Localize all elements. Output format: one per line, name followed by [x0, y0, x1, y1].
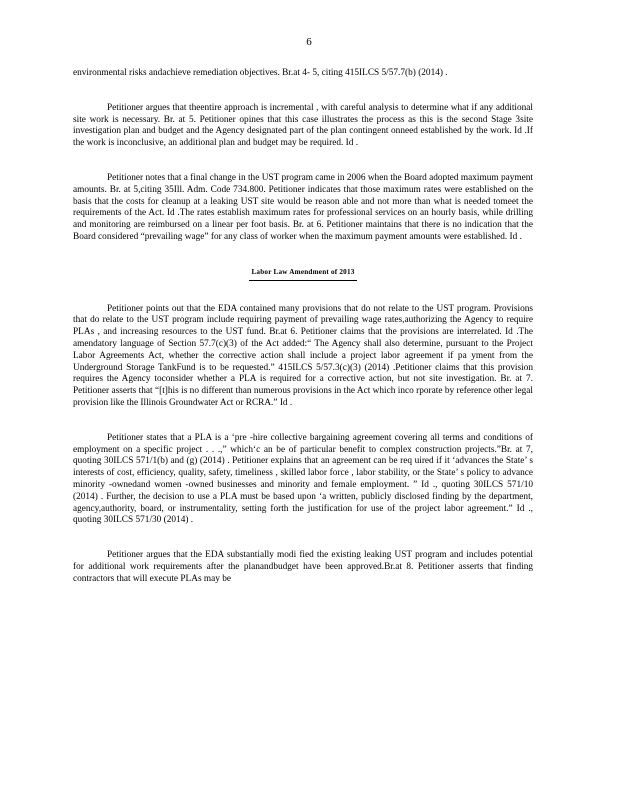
page-number: 6 [306, 36, 312, 48]
paragraph-gap [73, 150, 533, 173]
paragraph-gap [73, 80, 533, 103]
paragraph-incremental-approach: Petitioner argues that theentire approach is incremental , with careful analysis to determine what if any additional site work is necessary. Br. at 5. Petitioner opines that this case illustrates the process as this is the second Stage 3site investigation plan and budget and the Agency designated part of the plan contingent onneed established by the work. Id .If the work is inconclusive, an additional plan and budget may be required. Id . [73, 102, 533, 149]
paragraph-gap [73, 527, 533, 550]
paragraph-gap [73, 244, 533, 267]
section-heading: Labor Law Amendment of 2013 [249, 267, 356, 281]
section-heading-wrap [73, 267, 533, 281]
paragraph-maximum-payment: Petitioner notes that a final change in the UST program came in 2006 when the Board adopted maximum payment amounts. Br. at 5,citing 35Ill. Adm. Code 734.800. Petitioner indicates that those maximum rates were established on the basis that the costs for cleanup at a leaking UST site would be reason able and not more than what is needed tomeet the requirements of the Act. Id .The rates establish maximum rates for professional services on an hourly basis, while drilling and monitoring are reimbursed on a linear per foot basis. Br. at 6. Petitioner maintains that there is no indication that the Board considered “prevailing wage” for any class of worker when the maximum payment amounts were established. Id . [73, 172, 533, 242]
paragraph-eda-modified: Petitioner argues that the EDA substantially modi fied the existing leaking UST program and includes potential for additional work requirements after the planandbudget have been approved.Br.at 8. Petitioner asserts that finding contractors that will execute PLAs may be [73, 550, 533, 584]
paragraph-gap [73, 281, 533, 304]
paragraph-continuation: environmental risks andachieve remediation objectives. Br.at 4- 5, citing 415ILCS 5/57.7(b) (2014) . [73, 68, 448, 78]
paragraph-gap [73, 410, 533, 433]
document-body [73, 68, 533, 586]
paragraph-pla-definition: Petitioner states that a PLA is a ‘pre -hire collective bargaining agreement covering all terms and conditions of employment on a specific project . . .,” which‘c an be of particular benefit to complex construction projects.”Br. at 7, quoting 30ILCS 571/1(b) and (g) (2014) . Petitioner explains that an agreement can be req uired if it ‘advances the State’ s interests of cost, efficiency, quality, safety, timeliness , skilled labor force , labor stability, or the State’ s policy to advance minority -ownedand women -owned businesses and minority and female employment. ” Id ., quoting 30ILCS 571/10 (2014) . Further, the decision to use a PLA must be based upon ‘a written, publicly disclosed finding by the department, agency,authority, board, or instrumentality, setting forth the justification for use of the project labor agreement.” Id ., quoting 30ILCS 571/30 (2014) . [73, 432, 533, 526]
paragraph-eda-provisions: Petitioner points out that the EDA contained many provisions that do not relate to the UST program. Provisions that do relate to the UST program include requiring payment of prevailing wage rates,authorizing the Agency to require PLAs , and increasing resources to the UST fund. Br.at 6. Petitioner claims that the provisions are interrelated. Id .The amendatory language of Section 57.7(c)(3) of the Act added:“ The Agency shall also determine, pursuant to the Project Labor Agreements Act, whether the corrective action shall include a project labor agreement if pa yment from the Underground Storage TankFund is to be requested.” 415ILCS 5/57.3(c)(3) (2014) .Petitioner claims that this provision requires the Agency toconsider whether a PLA is required for a corrective action, but not site investigation. Br. at 7. Petitioner asserts that “[t]his is no different than numerous provisions in the Act which inco rporate by reference other legal provision like the Illinois Groundwater Act or RCRA.” Id . [73, 303, 533, 408]
